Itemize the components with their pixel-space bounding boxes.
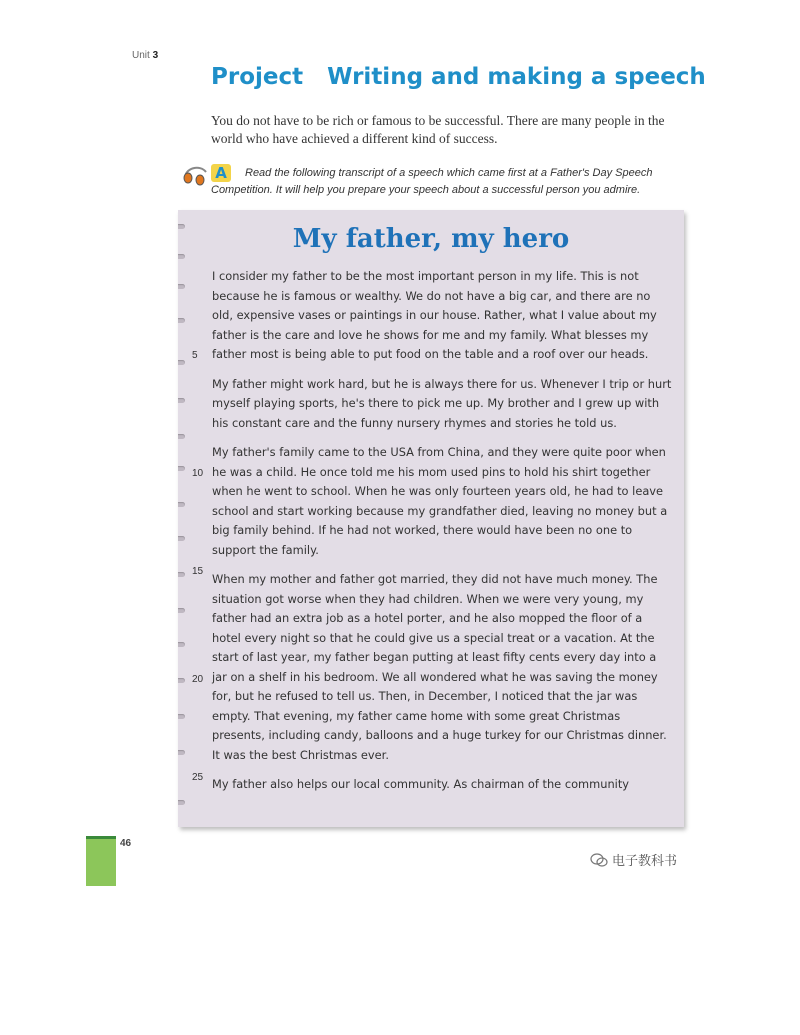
- speech-paper: [178, 210, 684, 827]
- task-badge: A: [211, 164, 231, 182]
- section-title: Writing and making a speech: [327, 64, 706, 90]
- binder-ring: [178, 434, 185, 439]
- binder-ring: [178, 536, 185, 541]
- watermark-text: 电子教科书: [612, 854, 678, 869]
- section-label: Project: [211, 64, 304, 90]
- speech-paragraph: When my mother and father got married, they did not have much money. The situation got worse when they had children. When we were very young, my father had an extra job as a hotel porter, and he also mopped the floor of a hotel every night so that he could give us a special treat or a vacation. At the start of last year, my father began putting at least fifty cents every day into a jar on a shelf in his bedroom. We all wondered what he was saving the money for, but he refused to tell us. Then, in December, I noticed that the jar was empty. That evening, my father came home with some great Christmas presents, including candy, balloons and a huge turkey for our Christmas dinner. It was the best Christmas ever.: [212, 572, 667, 762]
- unit-label: [132, 50, 158, 61]
- binder-ring: [178, 318, 185, 323]
- intro-text: You do not have to be rich or famous to be successful. There are many people in the world who have achieved a different kind of success.: [211, 113, 665, 146]
- binder-ring: [178, 642, 185, 647]
- line-number: 10: [192, 468, 204, 479]
- page-tab: [86, 836, 116, 886]
- line-number: 5: [192, 350, 198, 361]
- watermark: [590, 850, 677, 869]
- headphones-icon: [180, 162, 210, 186]
- binder-ring: [178, 360, 185, 365]
- binder-ring: [178, 284, 185, 289]
- page-title: [211, 64, 706, 90]
- speech-body: [212, 267, 672, 805]
- speech-paragraph: I consider my father to be the most important person in my life. This is not because he is famous or wealthy. We do not have a big car, and there are no old, expensive vases or paintings in our house. Rather, what I value about my father is the care and love he shows for me and my family. What blesses my father most is being able to put food on the table and a roof over our heads.: [212, 269, 657, 361]
- binder-ring: [178, 398, 185, 403]
- unit-word: Unit: [132, 50, 150, 61]
- page-number: 46: [120, 838, 132, 849]
- speech-title: My father, my hero: [292, 224, 570, 254]
- paper-rings: [178, 210, 198, 827]
- binder-ring: [178, 572, 185, 577]
- unit-number: 3: [152, 50, 159, 61]
- wechat-icon: [590, 853, 608, 867]
- binder-ring: [178, 714, 185, 719]
- binder-ring: [178, 608, 185, 613]
- binder-ring: [178, 750, 185, 755]
- line-number: 20: [192, 674, 204, 685]
- binder-ring: [178, 678, 185, 683]
- binder-ring: [178, 466, 185, 471]
- binder-ring: [178, 502, 185, 507]
- binder-ring: [178, 254, 185, 259]
- task-instruction: Read the following transcript of a speech which came first at a Father's Day Speech Competition. It will help you prepare your speech about a successful person you admire.: [211, 167, 653, 196]
- line-number: 25: [192, 772, 204, 783]
- binder-ring: [178, 800, 185, 805]
- line-number: 15: [192, 566, 204, 577]
- speech-paragraph: My father might work hard, but he is always there for us. Whenever I trip or hurt myself playing sports, he's there to pick me up. My brother and I grew up with his constant care and the funny nursery rhymes and stories he told us.: [212, 376, 672, 430]
- speech-paragraph: My father also helps our local community. As chairman of the community: [212, 777, 630, 791]
- speech-paragraph: My father's family came to the USA from China, and they were quite poor when he was a child. He once told me his mom used pins to hold his shirt together when he went to school. When he was only fourteen years old, he had to leave school and start working because my grandfather died, leaving no money but a big family behind. If he had not worked, there would have been no one to support the family.: [212, 445, 668, 557]
